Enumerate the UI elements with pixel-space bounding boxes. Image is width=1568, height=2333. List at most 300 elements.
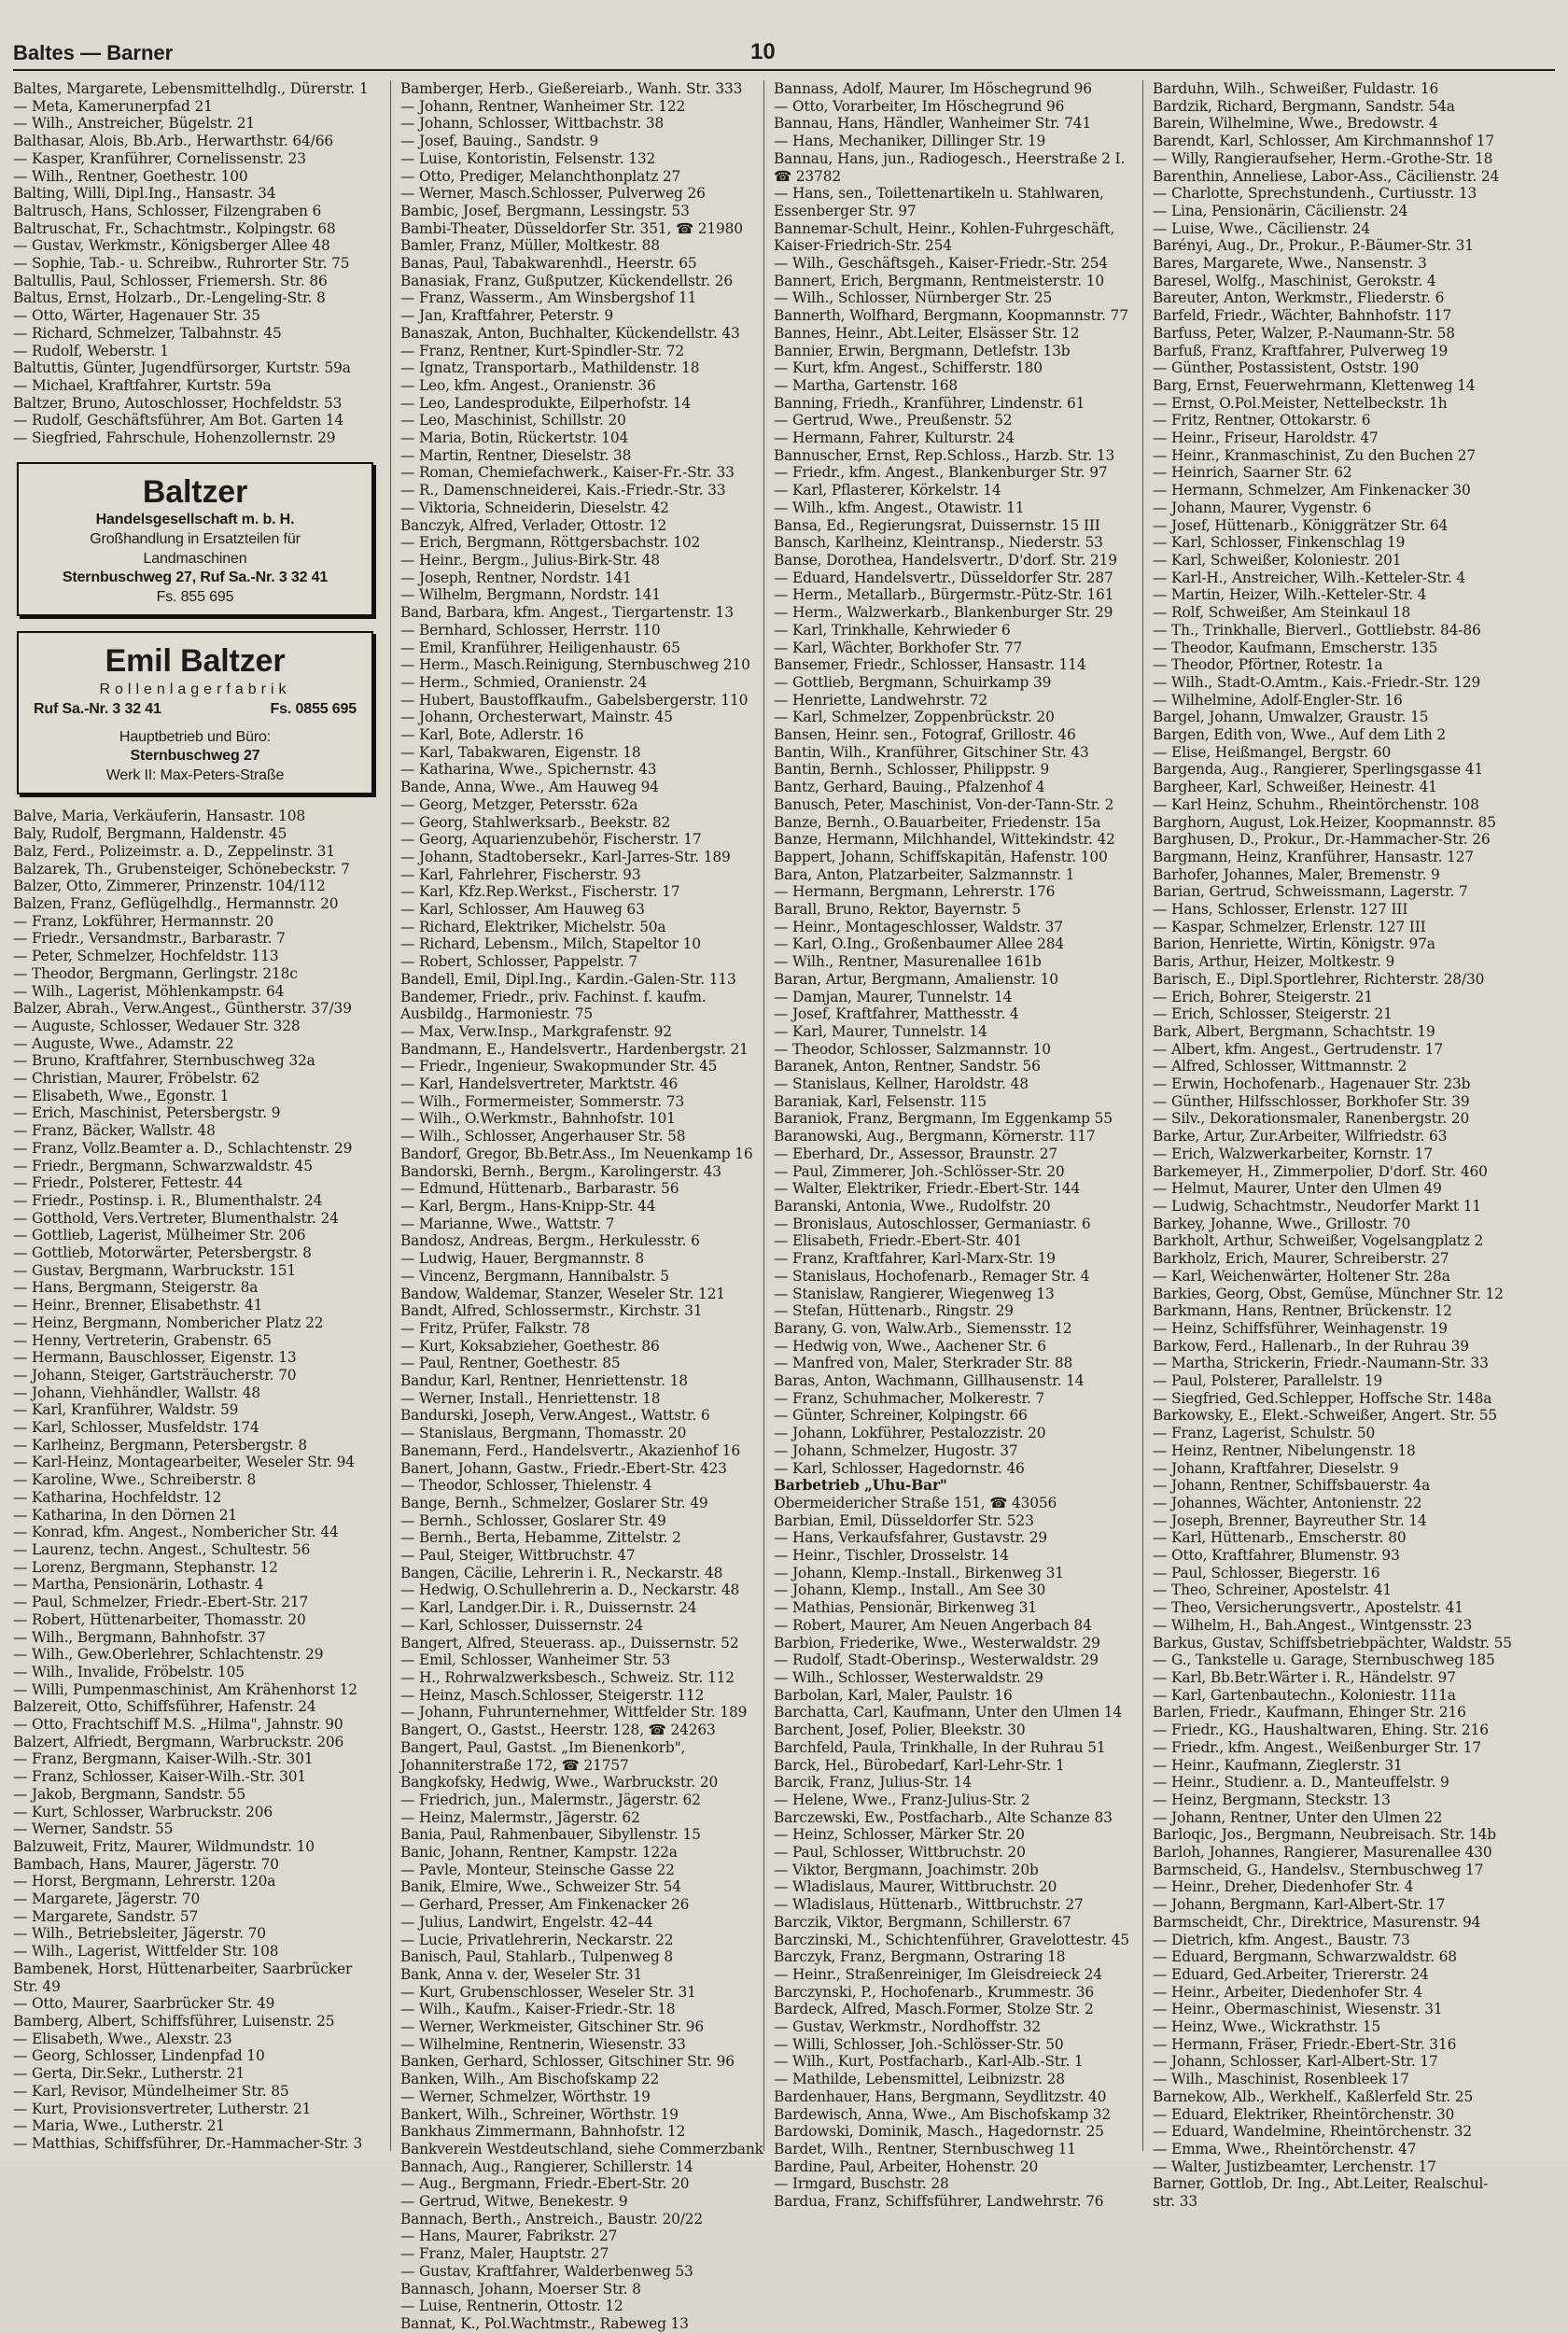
directory-entry: — Michael, Kraftfahrer, Kurtstr. 59a <box>13 376 272 394</box>
directory-entry: — Paul, Schmelzer, Friedr.-Ebert-Str. 217 <box>13 1594 309 1611</box>
directory-entry: — Wilhelm, H., Bah.Angest., Wintgensstr. 23 <box>1153 1616 1473 1634</box>
directory-entry: — Wladislaus, Hüttenarb., Wittbruchstr. 27 <box>774 1896 1084 1914</box>
directory-entry: — Martha, Gartenstr. 168 <box>774 376 958 394</box>
directory-entry: Barbion, Friederike, Wwe., Westerwaldstr. 29 <box>774 1634 1100 1651</box>
directory-entry: — Joseph, Rentner, Nordstr. 141 <box>400 569 632 586</box>
directory-entry: Baltullis, Paul, Schlosser, Friemersh. Str. 86 <box>13 272 328 289</box>
directory-entry: — Theodor, Pförtner, Rotestr. 1a <box>1153 656 1383 674</box>
directory-entry: Bangert, Paul, Gastst. „Im Bienenkorb", <box>400 1738 686 1756</box>
directory-entry: Barchfeld, Paula, Trinkhalle, In der Ruhrau 51 <box>774 1738 1106 1756</box>
directory-entry: Bankverein Westdeutschland, siehe Commerzbank <box>400 2140 763 2157</box>
directory-entry: Barian, Gertrud, Schweissmann, Lagerstr. 7 <box>1153 883 1468 901</box>
directory-entry: — Theodor, Schlosser, Salzmannstr. 10 <box>774 1040 1051 1058</box>
directory-entry: — Fritz, Rentner, Ottokarstr. 6 <box>1153 412 1371 429</box>
directory-entry: — Franz, Schuhmacher, Molkerestr. 7 <box>774 1389 1044 1407</box>
directory-entry: — Erwin, Hochofenarb., Hagenauer Str. 23b <box>1153 1075 1471 1093</box>
directory-entry: — Franz, Lokführer, Hermannstr. 20 <box>13 912 274 930</box>
directory-entry: Bannes, Heinr., Abt.Leiter, Elsässer Str. 12 <box>774 324 1080 342</box>
directory-entry: — Günter, Schreiner, Kolpingstr. 66 <box>774 1407 1028 1425</box>
directory-entry: Banse, Dorothea, Handelsvertr., D'dorf. Str. 219 <box>774 551 1117 569</box>
directory-entry: — Ernst, O.Pol.Meister, Nettelbeckstr. 1h <box>1153 394 1448 412</box>
directory-entry: — Franz, Lagerist, Schulstr. 50 <box>1153 1425 1376 1442</box>
directory-entry: Barloqic, Jos., Bergmann, Neubreisach. Str. 14b <box>1153 1826 1496 1844</box>
directory-entry: Barloh, Johannes, Rangierer, Masurenallee 430 <box>1153 1844 1492 1862</box>
directory-entry: — Heinr., Studienr. a. D., Manteuffelstr. 9 <box>1153 1774 1449 1792</box>
directory-entry: — Gottlieb, Motorwärter, Petersbergstr. 8 <box>13 1244 312 1262</box>
directory-entry: Barcik, Franz, Julius-Str. 14 <box>774 1774 972 1792</box>
directory-entry: — Heinr., Brenner, Elisabethstr. 41 <box>13 1297 263 1314</box>
directory-entry: Baraniak, Karl, Felsenstr. 115 <box>774 1092 987 1110</box>
directory-entry: str. 33 <box>1153 2193 1198 2211</box>
directory-entry: Bannert, Erich, Bergmann, Rentmeisterstr. 10 <box>774 272 1105 289</box>
directory-entry: — Johann, Rentner, Schiffsbauerstr. 4a <box>1153 1477 1431 1495</box>
directory-entry: — Hermann, Fahrer, Kulturstr. 24 <box>774 429 1015 447</box>
directory-entry: Bannerth, Wolfhard, Bergmann, Koopmannstr. 77 <box>774 307 1128 325</box>
directory-entry: — Lorenz, Bergmann, Stephanstr. 12 <box>13 1558 278 1576</box>
directory-entry: — Josef, Bauing., Sandstr. 9 <box>400 133 599 150</box>
directory-entry: — Helene, Wwe., Franz-Julius-Str. 2 <box>774 1791 1030 1808</box>
directory-entry: Bardewisch, Anna, Wwe., Am Bischofskamp 32 <box>774 2105 1112 2123</box>
directory-entry: — Laurenz, techn. Angest., Schultestr. 56 <box>13 1541 311 1558</box>
directory-entry: — Friedr., Bergmann, Schwarzwaldstr. 45 <box>13 1157 313 1174</box>
directory-entry: Barhofer, Johannes, Maler, Bremenstr. 9 <box>1153 865 1440 883</box>
directory-entry: — Erich, Schlosser, Steigerstr. 21 <box>1153 1005 1393 1023</box>
directory-entry: — Luise, Wwe., Cäcilienstr. 24 <box>1153 219 1370 237</box>
directory-entry: Baranski, Antonia, Wwe., Rudolfstr. 20 <box>774 1198 1051 1215</box>
directory-entry: — Otto, Frachtschiff M.S. „Hilma", Jahnstr. 90 <box>13 1716 343 1734</box>
column-1 <box>13 80 379 2151</box>
directory-entry: — Emil, Kranführer, Heiligenhaustr. 65 <box>400 639 680 656</box>
directory-entry: — Theodor, Schlosser, Thielenstr. 4 <box>400 1477 652 1495</box>
directory-entry: Bargen, Edith von, Wwe., Auf dem Lith 2 <box>1153 726 1447 744</box>
directory-entry: Banemann, Ferd., Handelsvertr., Akazienhof 16 <box>400 1441 740 1459</box>
directory-entry: — Bruno, Kraftfahrer, Sternbuschweg 32a <box>13 1052 315 1070</box>
directory-entry: Baranek, Anton, Rentner, Sandstr. 56 <box>774 1058 1041 1075</box>
directory-entry: Str. 49 <box>13 1977 61 1995</box>
directory-entry: — Karl, Trinkhalle, Kehrwieder 6 <box>774 621 1011 639</box>
directory-entry: — Heinr., Straßenreiniger, Im Gleisdreieck 24 <box>774 1965 1102 1983</box>
directory-entry: — Gertrud, Witwe, Benekestr. 9 <box>400 2193 628 2211</box>
directory-entry: — Hubert, Baustoffkaufm., Gabelsbergerstr. 110 <box>400 691 749 709</box>
directory-entry: Balzereit, Otto, Schiffsführer, Hafenstr. 24 <box>13 1698 316 1716</box>
directory-entry: Bamberg, Albert, Schiffsführer, Luisenstr. 25 <box>13 2012 335 2030</box>
directory-entry: — Christian, Maurer, Fröbelstr. 62 <box>13 1070 260 1088</box>
ad-baltzer-fs: Fs. 855 695 <box>156 588 234 605</box>
directory-entry: — Franz, Wasserm., Am Winsbergshof 11 <box>400 289 697 307</box>
directory-entry: — Karl, Schlosser, Duissernstr. 24 <box>400 1616 644 1634</box>
directory-entry: — G., Tankstelle u. Garage, Sternbuschweg 185 <box>1153 1651 1495 1669</box>
directory-entry: — Sophie, Tab.- u. Schreibw., Ruhrorter Str. 75 <box>13 255 350 273</box>
directory-entry: — R., Damenschneiderei, Kais.-Friedr.-Str. 33 <box>400 482 726 499</box>
directory-entry: — Hermann, Bergmann, Lehrerstr. 176 <box>774 883 1056 901</box>
directory-entry: — Kurt, Provisionsvertreter, Lutherstr. 21 <box>13 2100 312 2117</box>
directory-entry: Bambenek, Horst, Hüttenarbeiter, Saarbrücker <box>13 1960 353 1977</box>
directory-entry: Bappert, Johann, Schiffskapitän, Hafenstr. 100 <box>774 848 1108 865</box>
directory-entry: — Walter, Elektriker, Friedr.-Ebert-Str. 144 <box>774 1180 1081 1198</box>
directory-entry: — Auguste, Wwe., Adamstr. 22 <box>13 1034 234 1052</box>
directory-entry: — Hermann, Schmelzer, Am Finkenacker 30 <box>1153 482 1471 499</box>
directory-entry: Essenberger Str. 97 <box>774 202 917 219</box>
directory-entry: Barfuss, Peter, Walzer, P.-Naumann-Str. 58 <box>1153 324 1455 342</box>
directory-entry: — Heinz, Schlosser, Märker Str. 20 <box>774 1826 1025 1844</box>
directory-entry: Barlen, Friedr., Kaufmann, Ehinger Str. 216 <box>1153 1704 1466 1722</box>
directory-entry: — Roman, Chemiefachwerk., Kaiser-Fr.-Str. 33 <box>400 464 735 482</box>
directory-entry: — Karl, Schmelzer, Zoppenbrückstr. 20 <box>774 709 1055 726</box>
directory-entry: — Henriette, Landwehrstr. 72 <box>774 691 988 709</box>
directory-entry: Bandorf, Gregor, Bb.Betr.Ass., Im Neuenkamp 16 <box>400 1145 753 1162</box>
directory-entry: — Erich, Walzwerkarbeiter, Kornstr. 17 <box>1153 1145 1433 1162</box>
directory-entry: — Stanislaus, Bergmann, Thomasstr. 20 <box>400 1425 687 1442</box>
directory-entry: Barkholz, Erich, Maurer, Schreiberstr. 27 <box>1153 1250 1449 1268</box>
directory-entry: Balzarek, Th., Grubensteiger, Schönebeckstr. 7 <box>13 860 350 878</box>
directory-entry: — Karl, Maurer, Tunnelstr. 14 <box>774 1022 987 1040</box>
directory-entry: Bardeck, Alfred, Masch.Former, Stolze Str. 2 <box>774 2001 1094 2018</box>
directory-entry: — Hans, Bergmann, Steigerstr. 8a <box>13 1279 259 1297</box>
directory-entry: Bambic, Josef, Bergmann, Lessingstr. 53 <box>400 202 690 219</box>
directory-entry: Bamler, Franz, Müller, Moltkestr. 88 <box>400 237 660 255</box>
directory-entry: Bamberger, Herb., Gießereiarb., Wanh. Str. 333 <box>400 80 743 97</box>
directory-entry: — Eduard, Ged.Arbeiter, Triererstr. 24 <box>1153 1965 1429 1983</box>
directory-entry: — Leo, kfm. Angest., Oranienstr. 36 <box>400 376 656 394</box>
directory-entry: — Lina, Pensionärin, Cäcilienstr. 24 <box>1153 202 1408 219</box>
directory-entry: — Wilh., O.Werkmstr., Bahnhofstr. 101 <box>400 1110 676 1128</box>
directory-entry: Banaszak, Anton, Buchhalter, Kückendellstr. 43 <box>400 324 740 342</box>
directory-entry: — Erich, Maschinist, Petersbergstr. 9 <box>13 1104 281 1122</box>
ad-baltzer-subtitle: Handelsgesellschaft m. b. H. <box>95 511 295 527</box>
directory-entry: Bannach, Berth., Anstreich., Baustr. 20/22 <box>400 2210 704 2228</box>
directory-entry: — Margarete, Sandstr. 57 <box>13 1907 199 1925</box>
directory-entry: — Johann, Maurer, Vygenstr. 6 <box>1153 499 1372 516</box>
ad-baltzer-address: Sternbuschweg 27, Ruf Sa.-Nr. 3 32 41 <box>62 569 329 585</box>
directory-entry: Banasiak, Franz, Gußputzer, Kückendellstr. 26 <box>400 272 734 289</box>
directory-entry: Bareuter, Anton, Werkmstr., Fliederstr. 6 <box>1153 289 1445 307</box>
directory-entry: Bambi-Theater, Düsseldorfer Str. 351, ☎ 21980 <box>400 219 743 237</box>
directory-entry: — Auguste, Schlosser, Wedauer Str. 328 <box>13 1017 301 1034</box>
directory-entry: — Heinr., Bergm., Julius-Birk-Str. 48 <box>400 551 660 569</box>
directory-entry: Banik, Elmire, Wwe., Schweizer Str. 54 <box>400 1878 681 1896</box>
directory-entry: Barghusen, D., Prokur., Dr.-Hammacher-Str. 26 <box>1153 831 1491 849</box>
directory-entry: ☎ 23782 <box>774 167 841 185</box>
ad-emil-line2: Sternbuschweg 27 <box>130 748 260 765</box>
directory-entry: — Karl, Bergm., Hans-Knipp-Str. 44 <box>400 1198 656 1215</box>
directory-entry: — Hans, Schlosser, Erlenstr. 127 III <box>1153 901 1408 919</box>
directory-entry: — Katharina, Wwe., Spichernstr. 43 <box>400 761 657 779</box>
directory-entry: — Eduard, Wandelmine, Rheintörchenstr. 32 <box>1153 2123 1472 2141</box>
directory-entry: — Johann, Rentner, Wanheimer Str. 122 <box>400 97 686 115</box>
directory-entry: Balting, Willi, Dipl.Ing., Hansastr. 34 <box>13 185 276 203</box>
directory-entry: — Karl-Heinz, Montagearbeiter, Weseler Str. 94 <box>13 1454 355 1471</box>
directory-entry: — Paul, Rentner, Goethestr. 85 <box>400 1355 621 1372</box>
directory-entry: Bargheer, Karl, Schweißer, Heinestr. 41 <box>1153 779 1437 796</box>
directory-entry: Bansen, Heinr. sen., Fotograf, Grillostr. 46 <box>774 726 1076 744</box>
directory-entry: — Karl, Schlosser, Finkenschlag 19 <box>1153 534 1406 552</box>
directory-entry: Bardua, Franz, Schiffsführer, Landwehrstr. 76 <box>774 2193 1104 2211</box>
directory-entry: Banisch, Paul, Stahlarb., Tulpenweg 8 <box>400 1948 674 1966</box>
directory-entry: — Hedwig, O.Schullehrerin a. D., Neckarstr. 48 <box>400 1581 740 1599</box>
directory-entry: — Gotthold, Vers.Vertreter, Blumenthalstr. 24 <box>13 1209 339 1227</box>
directory-entry: Baltzer, Bruno, Autoschlosser, Hochfeldstr. 53 <box>13 394 343 412</box>
directory-entry: — Günther, Hilfsschlosser, Borkhofer Str. 39 <box>1153 1092 1470 1110</box>
directory-entry: Band, Barbara, kfm. Angest., Tiergartenstr. 13 <box>400 604 734 622</box>
directory-entry: — Rolf, Schweißer, Am Steinkaul 18 <box>1153 604 1411 622</box>
directory-entry: — Wilh., Schlosser, Westerwaldstr. 29 <box>774 1668 1043 1686</box>
directory-entry: — Karl, Schlosser, Musfeldstr. 174 <box>13 1419 259 1437</box>
directory-entry: — Elisabeth, Wwe., Egonstr. 1 <box>13 1087 230 1104</box>
directory-entry: — Rudolf, Weberstr. 1 <box>13 342 169 359</box>
directory-entry: Banken, Wilh., Am Bischofskamp 22 <box>400 2071 660 2088</box>
directory-entry: Barkowsky, E., Elekt.-Schweißer, Angert. Str. 55 <box>1153 1407 1498 1425</box>
directory-entry: — Damjan, Maurer, Tunnelstr. 14 <box>774 988 1013 1005</box>
directory-entry: — Johann, Stadtobersekr., Karl-Jarres-Str. 189 <box>400 848 731 865</box>
directory-entry: Bardet, Wilh., Rentner, Sternbuschweg 11 <box>774 2140 1076 2157</box>
directory-entry: Barkholt, Arthur, Schweißer, Vogelsangplatz 2 <box>1153 1232 1484 1250</box>
directory-entry: — Karl, Landger.Dir. i. R., Duissernstr. 24 <box>400 1599 697 1617</box>
directory-entry: — Johann, Schlosser, Wittbachstr. 38 <box>400 115 665 133</box>
directory-entry: — Friedr., KG., Haushaltwaren, Ehing. Str. 216 <box>1153 1722 1489 1739</box>
ad-emil-ruf: Ruf Sa.-Nr. 3 32 41 <box>34 700 161 717</box>
directory-entry: — Pavle, Monteur, Steinsche Gasse 22 <box>400 1861 675 1878</box>
directory-entry: — Josef, Kraftfahrer, Matthesstr. 4 <box>774 1005 1019 1023</box>
directory-entry: — Marianne, Wwe., Wattstr. 7 <box>400 1215 615 1232</box>
directory-entry: — Matthias, Schiffsführer, Dr.-Hammacher-Str. 3 <box>13 2134 363 2152</box>
directory-entry: — Wilh., Stadt-O.Amtm., Kais.-Friedr.-Str. 129 <box>1153 673 1481 691</box>
directory-entry: — Kurt, kfm. Angest., Schifferstr. 180 <box>774 359 1043 377</box>
directory-entry: — Bernh., Schlosser, Goslarer Str. 49 <box>400 1511 666 1529</box>
directory-entry: — Franz, Schlosser, Kaiser-Wilh.-Str. 301 <box>13 1768 307 1786</box>
directory-entry: Bandell, Emil, Dipl.Ing., Kardin.-Galen-Str. 113 <box>400 970 736 988</box>
directory-entry: Barke, Artur, Zur.Arbeiter, Wilfriedstr. 63 <box>1153 1128 1448 1145</box>
column-4 <box>1142 80 1556 2211</box>
directory-entry: Banusch, Peter, Maschinist, Von-der-Tann-Str. 2 <box>774 795 1114 813</box>
directory-entry: Baltes, Margarete, Lebensmittelhdlg., Dürerstr. 1 <box>13 80 369 97</box>
directory-entry: — Hans, Mechaniker, Dillinger Str. 19 <box>774 133 1046 150</box>
directory-entry: — Eberhard, Dr., Assessor, Braunstr. 27 <box>774 1145 1058 1162</box>
directory-entry: — Mathias, Pensionär, Birkenweg 31 <box>774 1599 1037 1617</box>
directory-entry: — Franz, Bäcker, Wallstr. 48 <box>13 1122 216 1140</box>
directory-entry: Barchent, Josef, Polier, Bleekstr. 30 <box>774 1722 1026 1739</box>
directory-entry: — Wilhelmine, Adolf-Engler-Str. 16 <box>1153 691 1403 709</box>
directory-entry: Barduhn, Wilh., Schweißer, Fuldastr. 16 <box>1153 80 1439 97</box>
directory-entry: — Leo, Landesprodukte, Eilperhofstr. 14 <box>400 394 692 412</box>
directory-entry: — Charlotte, Sprechstundenh., Curtiusstr. 13 <box>1153 185 1477 203</box>
directory-entry: — Hans, sen., Toilettenartikeln u. Stahlwaren, <box>774 185 1104 203</box>
directory-entry: — Heinr., Dreher, Diedenhofer Str. 4 <box>1153 1878 1414 1896</box>
directory-entry: Barnekow, Alb., Werkhelf., Kaßlerfeld Str. 25 <box>1153 2087 1474 2105</box>
directory-entry: Bangkofsky, Hedwig, Wwe., Warbruckstr. 20 <box>400 1774 719 1792</box>
directory-entry: — Hermann, Fräser, Friedr.-Ebert-Str. 316 <box>1153 2035 1457 2053</box>
directory-entry: — Robert, Schlosser, Pappelstr. 7 <box>400 953 637 971</box>
directory-entry: — Heinr., Tischler, Drosselstr. 14 <box>774 1547 1009 1565</box>
directory-entry: — Friedr., Postinsp. i. R., Blumenthalstr. 24 <box>13 1191 323 1209</box>
directory-entry: Bangert, O., Gastst., Heerstr. 128, ☎ 24263 <box>400 1722 716 1739</box>
directory-entry: — Karl, Wächter, Borkhofer Str. 77 <box>774 639 1023 656</box>
directory-entry: Banze, Bernh., O.Bauarbeiter, Friedenstr. 15a <box>774 813 1101 831</box>
directory-entry: Bargmann, Heinz, Kranführer, Hansastr. 127 <box>1153 848 1474 865</box>
directory-entry: — Gustav, Werkmstr., Nordhoffstr. 32 <box>774 2018 1042 2036</box>
directory-entry: — Erich, Bohrer, Steigerstr. 21 <box>1153 988 1374 1005</box>
ad-baltzer-title: Baltzer <box>142 473 248 510</box>
directory-entry: Bange, Bernh., Schmelzer, Goslarer Str. 49 <box>400 1494 708 1511</box>
directory-entry: — Wilh., Schlosser, Nürnberger Str. 25 <box>774 289 1053 307</box>
directory-entry: — Herm., Walzwerkarb., Blankenburger Str. 29 <box>774 604 1113 622</box>
directory-entry: Bambach, Hans, Maurer, Jägerstr. 70 <box>13 1855 279 1873</box>
directory-entry: Baltus, Ernst, Holzarb., Dr.-Lengeling-Str. 8 <box>13 289 326 307</box>
directory-entry: Barczewski, Ew., Postfacharb., Alte Schanze 83 <box>774 1808 1113 1826</box>
ad-emil-title: Emil Baltzer <box>105 642 286 679</box>
directory-entry: — Karl, Handelsvertreter, Marktstr. 46 <box>400 1075 679 1093</box>
directory-entry: — Theodor, Bergmann, Gerlingstr. 218c <box>13 964 298 982</box>
directory-entry: — Silv., Dekorationsmaler, Ranenbergstr. 20 <box>1153 1110 1470 1128</box>
directory-entry: — Bernhard, Schlosser, Herrstr. 110 <box>400 621 661 639</box>
directory-entry: — Henny, Vertreterin, Grabenstr. 65 <box>13 1331 272 1349</box>
directory-entry: — Karl, Gartenbautechn., Koloniestr. 111a <box>1153 1686 1456 1704</box>
directory-entry: — Gerta, Dir.Sekr., Lutherstr. 21 <box>13 2065 245 2083</box>
directory-entry: Bannuscher, Ernst, Rep.Schloss., Harzb. Str. 13 <box>774 446 1115 464</box>
directory-entry: — Johann, Viehhändler, Wallstr. 48 <box>13 1384 261 1401</box>
directory-entry: — Theo, Versicherungsvertr., Apostelstr. 41 <box>1153 1599 1463 1617</box>
directory-entry: — Franz, Vollz.Beamter a. D., Schlachtenstr. 29 <box>13 1139 353 1157</box>
directory-entry: — Paul, Polsterer, Parallelstr. 19 <box>1153 1372 1383 1390</box>
directory-entry: Barkow, Ferd., Hallenarb., In der Ruhrau 39 <box>1153 1337 1469 1355</box>
directory-entry: — Kurt, Grubenschlosser, Weseler Str. 31 <box>400 1983 696 2001</box>
ad-emil-subtitle: Rollenlagerfabrik <box>99 681 291 697</box>
directory-entry: — Johann, Rentner, Unter den Ulmen 22 <box>1153 1808 1443 1826</box>
directory-entry: — Georg, Aquarienzubehör, Fischerstr. 17 <box>400 831 702 849</box>
directory-entry: — Aug., Bergmann, Friedr.-Ebert-Str. 20 <box>400 2175 690 2193</box>
directory-entry: Bargel, Johann, Umwalzer, Graustr. 15 <box>1153 709 1429 726</box>
directory-entry: — Richard, Lebensm., Milch, Stapeltor 10 <box>400 935 701 953</box>
page-header <box>13 41 1555 71</box>
directory-entry: — Paul, Schlosser, Biegerstr. 16 <box>1153 1564 1380 1581</box>
directory-entry: Barczik, Viktor, Bergmann, Schillerstr. 67 <box>774 1913 1071 1931</box>
ad-baltzer-line2: Landmaschinen <box>143 550 247 567</box>
directory-entry: — Stanislaw, Rangierer, Wiegenweg 13 <box>774 1285 1055 1302</box>
directory-entry: Baran, Artur, Bergmann, Amalienstr. 10 <box>774 970 1058 988</box>
directory-entry: Bandur, Karl, Rentner, Henriettenstr. 18 <box>400 1372 688 1390</box>
directory-entry: — Helmut, Maurer, Unter den Ulmen 49 <box>1153 1180 1442 1198</box>
header-range: Baltes — Barner <box>13 41 174 64</box>
directory-entry: — Herm., Schmied, Oranienstr. 24 <box>400 673 648 691</box>
directory-entry: Barczyk, Franz, Bergmann, Ostraring 18 <box>774 1948 1066 1966</box>
directory-entry: — Robert, Hüttenarbeiter, Thomasstr. 20 <box>13 1610 306 1628</box>
column-2 <box>390 80 763 2332</box>
directory-entry: Banert, Johann, Gastw., Friedr.-Ebert-Str. 423 <box>400 1459 727 1477</box>
directory-entry: — Bronislaus, Autoschlosser, Germaniastr. 6 <box>774 1215 1091 1232</box>
directory-entry: — Martha, Strickerin, Friedr.-Naumann-Str. 33 <box>1153 1355 1489 1372</box>
directory-entry: Bank, Anna v. der, Weseler Str. 31 <box>400 1965 643 1983</box>
directory-entry: Bandmann, E., Handelsvertr., Hardenbergstr. 21 <box>400 1040 749 1058</box>
directory-entry: Bannau, Hans, jun., Radiogesch., Heerstraße 2 I. <box>774 149 1126 167</box>
directory-entry: Balthasar, Alois, Bb.Arb., Herwarthstr. 64/66 <box>13 133 333 150</box>
directory-entry: — Viktoria, Schneiderin, Dieselstr. 42 <box>400 499 669 516</box>
ad-baltzer-gmbh <box>17 462 373 616</box>
directory-entry: Bannach, Aug., Rangierer, Schillerstr. 14 <box>400 2157 693 2175</box>
directory-entry: — Martha, Pensionärin, Lothastr. 4 <box>13 1576 264 1594</box>
directory-entry: Barner, Gottlob, Dr. Ing., Abt.Leiter, Realschul- <box>1153 2175 1489 2193</box>
directory-entry: Barghorn, August, Lok.Heizer, Koopmannstr. 85 <box>1153 813 1496 831</box>
directory-entry: Balzert, Alfriedt, Bergmann, Warbruckstr. 206 <box>13 1733 344 1750</box>
directory-entry: — Katharina, In den Dörnen 21 <box>13 1506 238 1524</box>
directory-entry: Barck, Hel., Bürobedarf, Karl-Lehr-Str. 1 <box>774 1756 1065 1774</box>
directory-entry: — Wilh., Kaufm., Kaiser-Friedr.-Str. 18 <box>400 2001 676 2018</box>
directory-entry: — Karl, Bote, Adlerstr. 16 <box>400 726 584 744</box>
directory-entry: — Elisabeth, Friedr.-Ebert-Str. 401 <box>774 1232 1023 1250</box>
directory-entry: — Heinr., Obermaschinist, Wiesenstr. 31 <box>1153 2001 1443 2018</box>
directory-entry: — Willy, Rangieraufseher, Herm.-Grothe-Str. 18 <box>1153 149 1493 167</box>
directory-entry: — Franz, Rentner, Kurt-Spindler-Str. 72 <box>400 342 684 359</box>
directory-entry: — Margarete, Jägerstr. 70 <box>13 1890 201 1908</box>
directory-entry: — Josef, Hüttenarb., Königgrätzer Str. 64 <box>1153 516 1449 534</box>
directory-entry: Barmscheidt, Chr., Direktrice, Masurenstr. 94 <box>1153 1913 1481 1931</box>
directory-entry: — Walter, Justizbeamter, Lerchenstr. 17 <box>1153 2157 1436 2175</box>
directory-entry: Barkies, Georg, Obst, Gemüse, Münchner Str. 12 <box>1153 1285 1504 1302</box>
directory-entry: — Karl, Schlosser, Hagedornstr. 46 <box>774 1459 1025 1477</box>
directory-entry: — Joseph, Brenner, Bayreuther Str. 14 <box>1153 1511 1427 1529</box>
directory-entry: — Johann, Fuhrunternehmer, Wittfelder Str. 189 <box>400 1704 748 1722</box>
directory-entry: — Emma, Wwe., Rheintörchenstr. 47 <box>1153 2140 1417 2157</box>
directory-entry: Balzen, Franz, Geflügelhdlg., Hermannstr. 20 <box>13 894 339 912</box>
directory-entry: — Karlheinz, Bergmann, Petersbergstr. 8 <box>13 1436 307 1454</box>
directory-entry: — Maria, Botin, Rückertstr. 104 <box>400 429 629 447</box>
directory-entry: — Heinr., Friseur, Haroldstr. 47 <box>1153 429 1379 447</box>
directory-entry: Banning, Friedh., Kranführer, Lindenstr. 61 <box>774 394 1085 412</box>
directory-entry: — Stefan, Hüttenarb., Ringstr. 29 <box>774 1302 1014 1320</box>
directory-entry: Baly, Rudolf, Bergmann, Haldenstr. 45 <box>13 825 287 843</box>
ad-emil-line1: Hauptbetrieb und Büro: <box>119 729 272 746</box>
directory-entry: — Hedwig von, Wwe., Aachener Str. 6 <box>774 1337 1046 1355</box>
directory-entry: — Günther, Postassistent, Oststr. 190 <box>1153 359 1420 377</box>
directory-entry: Barfuß, Franz, Kraftfahrer, Pulverweg 19 <box>1153 342 1449 359</box>
directory-entry: — Georg, Stahlwerksarb., Beekstr. 82 <box>400 813 671 831</box>
directory-entry: — Heinrich, Saarner Str. 62 <box>1153 464 1352 482</box>
directory-entry: — Werner, Install., Henriettenstr. 18 <box>400 1389 661 1407</box>
directory-entry: Bannau, Hans, Händler, Wanheimer Str. 741 <box>774 115 1092 133</box>
directory-entry: — Th., Trinkhalle, Bierverl., Gottliebstr. 84-86 <box>1153 621 1481 639</box>
directory-entry: Baltuttis, Günter, Jugendfürsorger, Kurtstr. 59a <box>13 359 351 377</box>
directory-entry: Johanniterstraße 172, ☎ 21757 <box>400 1756 629 1774</box>
directory-entry: Obermeidericher Straße 151, ☎ 43056 <box>774 1494 1057 1511</box>
directory-entry: — Max, Verw.Insp., Markgrafenstr. 92 <box>400 1022 672 1040</box>
directory-entry: — Luise, Rentnerin, Ottostr. 12 <box>400 2298 623 2315</box>
directory-entry: — Gustav, Kraftfahrer, Walderbenweg 53 <box>400 2262 693 2280</box>
directory-entry: — Katharina, Hochfeldstr. 12 <box>13 1488 222 1506</box>
directory-entry: Balz, Ferd., Polizeimstr. a. D., Zeppelinstr. 31 <box>13 842 335 860</box>
directory-entry: — Albert, kfm. Angest., Gertrudenstr. 17 <box>1153 1040 1443 1058</box>
directory-entry: — Karl Heinz, Schuhm., Rheintörchenstr. 108 <box>1153 795 1479 813</box>
directory-entry: — Ignatz, Transportarb., Mathildenstr. 18 <box>400 359 700 377</box>
directory-entry: Bangert, Alfred, Steuerass. ap., Duissernstr. 52 <box>400 1634 739 1651</box>
directory-entry: — Johann, Schlosser, Karl-Albert-Str. 17 <box>1153 2053 1438 2071</box>
directory-entry: — Elisabeth, Wwe., Alexstr. 23 <box>13 2030 232 2047</box>
directory-entry: — Friedr., kfm. Angest., Blankenburger Str. 97 <box>774 464 1108 482</box>
directory-entry: — Ludwig, Hauer, Bergmannstr. 8 <box>400 1250 644 1268</box>
directory-entry: Bandosz, Andreas, Bergm., Herkulesstr. 6 <box>400 1232 700 1250</box>
directory-entry: Barchatta, Carl, Kaufmann, Unter den Ulmen 14 <box>774 1704 1122 1722</box>
directory-entry: — Karoline, Wwe., Schreiberstr. 8 <box>13 1471 257 1489</box>
directory-entry: — Jakob, Bergmann, Sandstr. 55 <box>13 1785 245 1803</box>
directory-entry: — Karl, Schlosser, Am Hauweg 63 <box>400 901 645 919</box>
directory-entry: — Franz, Bergmann, Kaiser-Wilh.-Str. 301 <box>13 1750 314 1768</box>
directory-entry: — Werner, Werkmeister, Gitschiner Str. 96 <box>400 2018 705 2036</box>
directory-entry: Barkey, Johanne, Wwe., Grillostr. 70 <box>1153 1215 1411 1232</box>
directory-entry: — Heinz, Rentner, Nibelungenstr. 18 <box>1153 1441 1416 1459</box>
directory-entry: Bandt, Alfred, Schlossermstr., Kirchstr. 31 <box>400 1302 703 1320</box>
directory-entry: Bares, Margarete, Wwe., Nansenstr. 3 <box>1153 255 1427 273</box>
directory-entry: — Siegfried, Fahrschule, Hohenzollernstr. 29 <box>13 429 336 447</box>
directory-entry: Bannier, Erwin, Bergmann, Detlefstr. 13b <box>774 342 1071 359</box>
directory-entry: — Edmund, Hüttenarb., Barbarastr. 56 <box>400 1180 679 1198</box>
directory-entry: — Otto, Maurer, Saarbrücker Str. 49 <box>13 1995 275 2013</box>
